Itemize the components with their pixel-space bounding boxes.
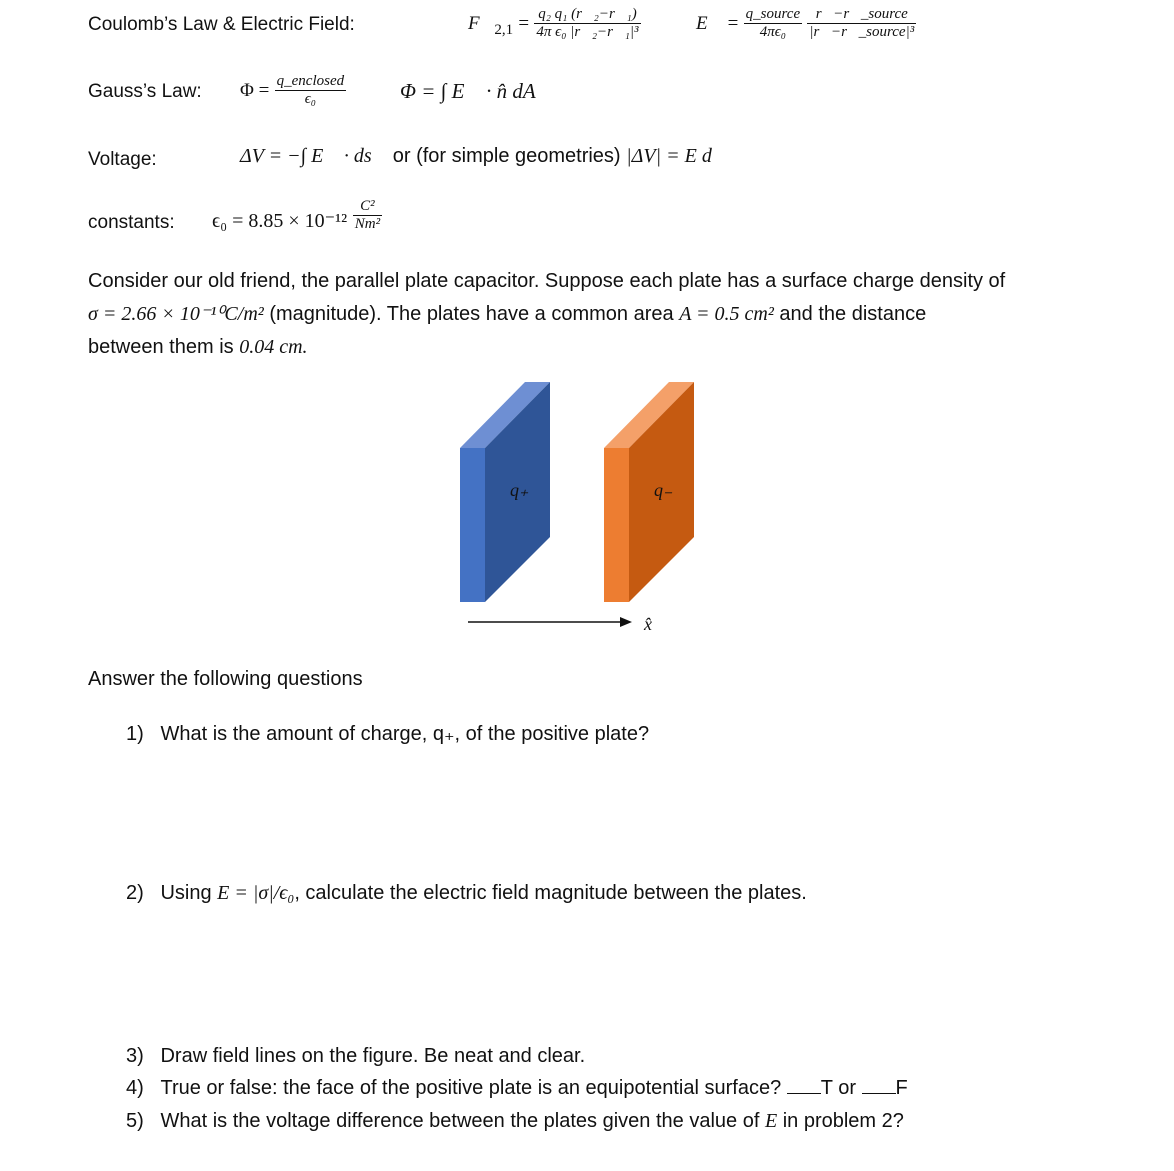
constants-label: constants: <box>88 212 175 233</box>
true-answer-blank[interactable] <box>787 1077 821 1094</box>
questions-intro: Answer the following questions <box>88 668 363 690</box>
voltage-label: Voltage: <box>88 149 157 170</box>
question-3: 3) Draw field lines on the figure. Be neat and clear. <box>126 1045 586 1067</box>
electric-field-formula: E⃗ = $\frac{\text{q\_source}}{\text{4πϵ₀}}$ $\frac{\text{r⃗−r⃗\_source}}{\text{|r⃗−r⃗\_source|³}}$ <box>696 6 915 41</box>
negative-plate-front <box>604 448 629 602</box>
question-5: 5) What is the voltage difference between the plates given the value of E in problem 2? <box>126 1110 904 1132</box>
question-1: 1) What is the amount of charge, q₊, of the positive plate? <box>126 723 650 745</box>
problem-line-3: between them is 0.04 cm. <box>88 336 308 358</box>
gauss-formula-2: Φ = ∫ E⃗ · n̂ dA <box>400 79 536 103</box>
question-4: 4) True or false: the face of the positive plate is an equipotential surface? T or F <box>126 1077 908 1099</box>
constants-formula: ϵ₀ = 8.85 × 10⁻¹² $\frac{\text{C²}}{\text{Nm²}}$ <box>212 198 381 233</box>
arrowhead-icon <box>620 617 632 627</box>
capacitor-figure <box>450 380 710 640</box>
voltage-formula: ΔV = −∫ E⃗ · ds⃗ or (for simple geometries) |ΔV| = E d <box>240 145 712 167</box>
x-unit-label: x̂ <box>644 614 652 634</box>
problem-line-2: σ = 2.66 × 10⁻¹⁰C/m² (magnitude). The plates have a common area A = 0.5 cm² and the distance <box>88 303 927 325</box>
coulomb-force-formula: $F⃗_{2,1}$ = $\frac{\text{q₂ q₁ (r⃗₂−r⃗₁)}}{\text{4π ϵ₀ |r⃗₂−r⃗₁|³}}$ <box>468 6 639 41</box>
question-2: 2) Using E = |σ|/ϵ₀, calculate the electric field magnitude between the plates. <box>126 882 807 904</box>
gauss-formula-1: Φ = $\frac{\text{q\_enclosed}}{\text{ϵ₀}}$ <box>240 73 345 108</box>
coulomb-label: Coulomb’s Law & Electric Field: <box>88 14 355 35</box>
positive-plate-front <box>460 448 485 602</box>
problem-line-1: Consider our old friend, the parallel plate capacitor. Suppose each plate has a surface charge density of <box>88 270 1006 292</box>
false-answer-blank[interactable] <box>862 1077 896 1094</box>
positive-charge-label: q₊ <box>510 480 529 500</box>
problem-paragraph <box>88 265 1005 364</box>
gauss-label: Gauss’s Law: <box>88 81 202 102</box>
negative-charge-label: q₋ <box>654 480 673 500</box>
